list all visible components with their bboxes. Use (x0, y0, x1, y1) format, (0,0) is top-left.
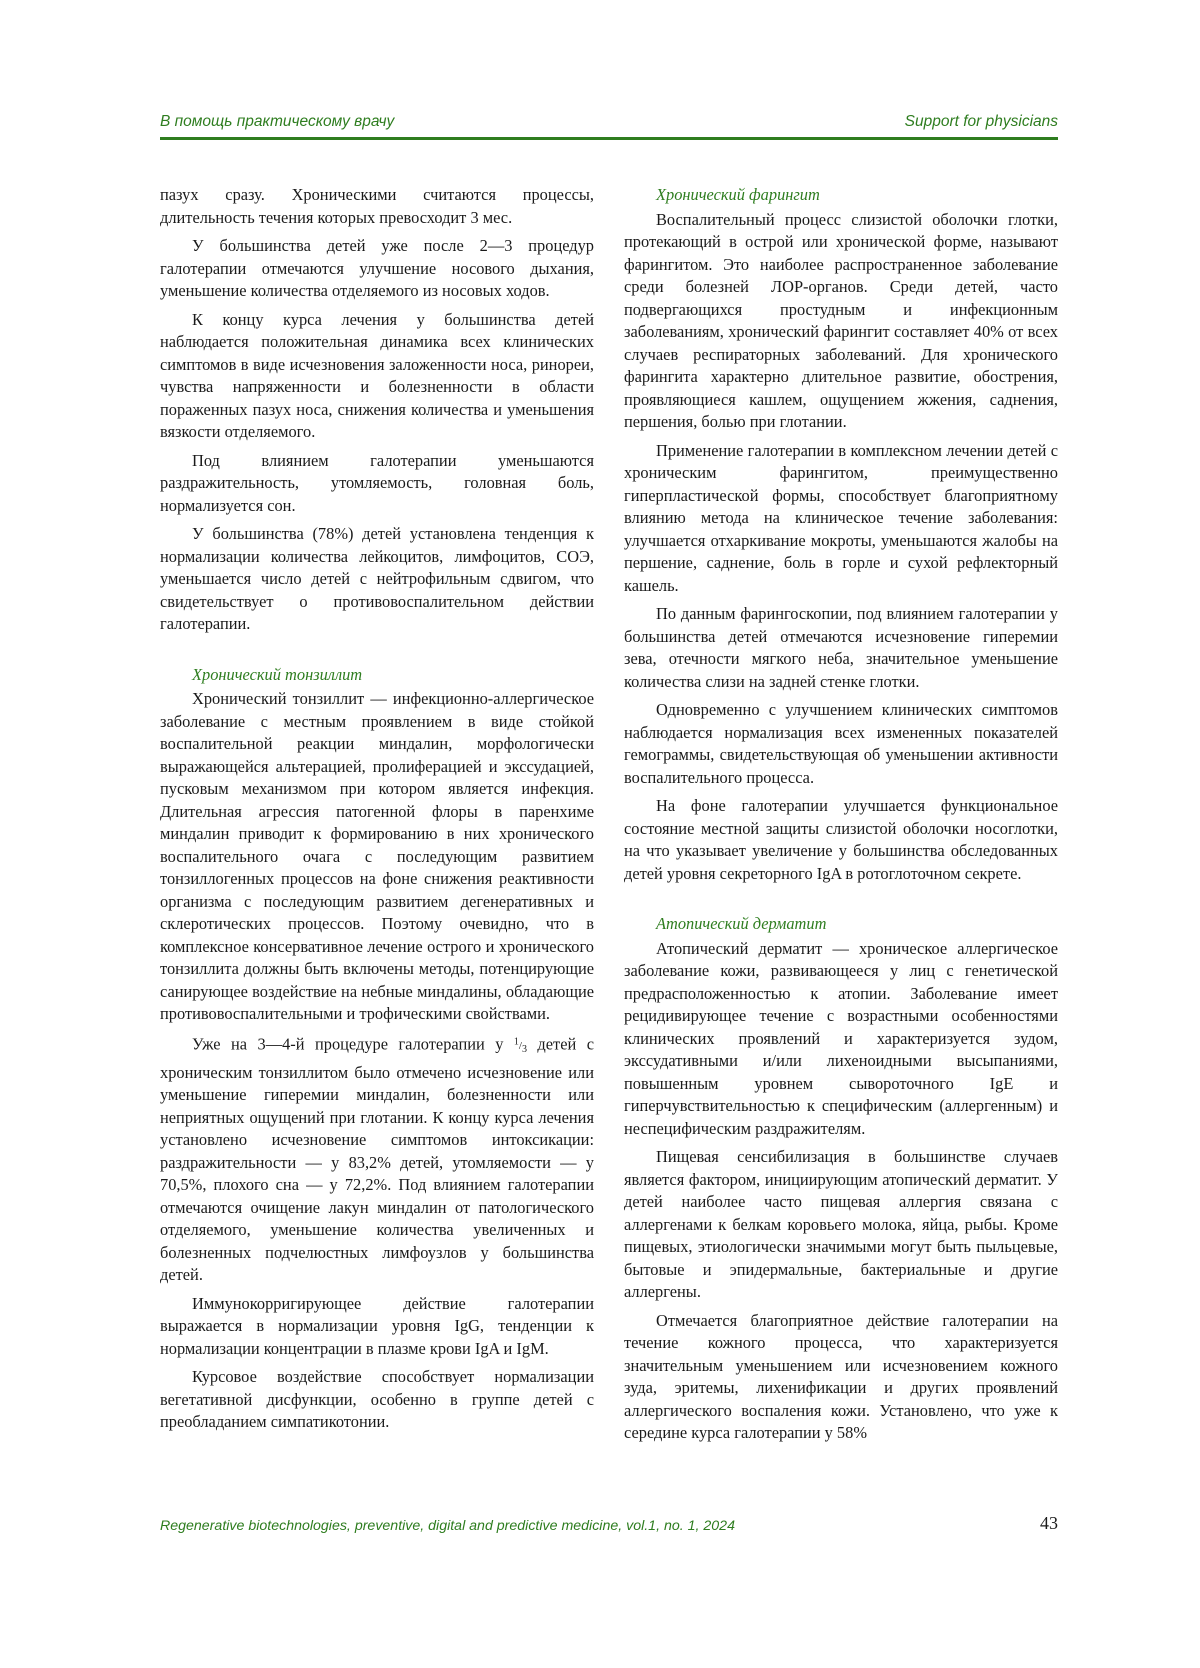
section-heading-dermatitis: Атопический дерматит (656, 914, 827, 933)
fraction: 1/3 (513, 1036, 527, 1056)
right-column (624, 184, 1058, 1451)
fraction-denominator: 3 (521, 1044, 527, 1056)
paragraph: Одновременно с улучшением клинических симптомов наблюдается нормализация всех измененных показателей гемограммы, свидетельствующая об уменьшении активности воспалительного процесса. (624, 700, 1058, 787)
paragraph: Иммунокорригирующее действие галотерапии выражается в нормализации уровня IgG, тенденции к нормализации концентрации в плазме крови IgA и IgM. (160, 1293, 594, 1358)
section-heading-pharyngitis: Хронический фарингит (656, 185, 820, 204)
paragraph: По данным фарингоскопии, под влиянием галотерапии у большинства детей отмечаются исчезновение гиперемии зева, отечности мягкого неба, значительное уменьшение количества слизи на задней стенке глотки. (624, 604, 1058, 691)
paragraph: У большинства детей уже после 2—3 процедур галотерапии отмечаются улучшение носового дыхания, уменьшение количества отделяемого из носовых ходов. (160, 236, 594, 300)
section-heading-tonsillitis: Хронический тонзиллит (192, 664, 363, 684)
running-header (160, 113, 1058, 137)
left-column (160, 184, 594, 1440)
header-section-title: В помощь практическому врачу (160, 113, 395, 130)
paragraph: Хронический тонзиллит — инфекционно-аллергическое заболевание с местным проявлением в виде стойкой воспалительной реакции миндалин, морфологически выражающейся альтерацией, пролиферацией и экссудацией, пусковым механизмом при котором является инфекция. Длительная агрессия патогенной флоры в паренхиме миндалин приводит к формированию в них хронического воспалительного очага с последующим развитием тонзиллогенных процессов на фоне снижения реактивности организма с последующим развитием дегенеративных и склеротических процессов. Поэтому очевидно, что в комплексное консервативное лечение острого и хронического тонзиллита должны быть включены методы, потенцирующие санирующее воздействие на небные миндалины, обладающие противовоспалительными и трофическими свойствами. (160, 689, 594, 1023)
paragraph: Под влиянием галотерапии уменьшаются раздражительность, утомляемость, головная боль, нормализуется сон. (160, 450, 594, 515)
paragraph-with-fraction (160, 1032, 594, 1287)
paragraph: Воспалительный процесс слизистой оболочки глотки, протекающий в острой или хронической форме, называют фарингитом. Это наиболее распространенное заболевание среди болезней ЛОР-органов. Среди детей, часто подвергающихся простудным и инфекционным заболеваниям, хронический фарингит составляет 40% от всех случаев респираторных заболеваний. Для хронического фарингита характерно длительное развитие, обострения, проявляющиеся кашлем, ощущением жжения, саднения, першения, болью при глотании. (624, 209, 1058, 431)
paragraph: К концу курса лечения у большинства детей наблюдается положительная динамика всех клинических симптомов в виде исчезновения заложенности носа, ринореи, чувства напряженности и болезненности в области пораженных пазух носа, снижения количества и уменьшения вязкости отделяемого. (160, 309, 594, 441)
text-run: Уже на 3—4-й процедуре галотерапии у (192, 1034, 514, 1054)
paragraph: Отмечается благоприятное действие галотерапии на течение кожного процесса, что характеризуется значительным уменьшением или исчезновением кожного зуда, эритемы, лихенификации и других проявлений аллергического воспаления кожи. Установлено, что уже к середине курса галотерапии у 58% (624, 1310, 1058, 1442)
paragraph: Пищевая сенсибилизация в большинстве случаев является фактором, инициирующим атопический дерматит. У детей наиболее часто пищевая аллергия связана с аллергенами к белкам коровьего молока, яйца, рыбы. Кроме пищевых, этиологически значимыми могут быть пыльцевые, бытовые и эпидермальные, бактериальные и другие аллергены. (624, 1147, 1058, 1301)
paragraph: Курсовое воздействие способствует нормализации вегетативной дисфункции, особенно в группе детей с преобладанием симпатикотонии. (160, 1367, 594, 1432)
header-section-title-en: Support for physicians (904, 113, 1058, 130)
footer-journal-name: Regenerative biotechnologies, preventive, digital and predictive medicine, vol.1, no. 1, 2024 (160, 1518, 735, 1534)
fraction-numerator: 1 (513, 1036, 519, 1048)
header-rule (160, 137, 1058, 140)
page-number: 43 (1040, 1513, 1058, 1533)
paragraph: На фоне галотерапии улучшается функциональное состояние местной защиты слизистой оболочки носоглотки, на что указывает увеличение у большинства обследованных детей уровня секреторного IgA в ротоглоточном секрете. (624, 796, 1058, 883)
paragraph: У большинства (78%) детей установлена тенденция к нормализации количества лейкоцитов, лимфоцитов, СОЭ, уменьшается число детей с нейтрофильным сдвигом, что свидетельствует о противовоспалительном действии галотерапии. (160, 524, 594, 633)
paragraph: пазух сразу. Хроническими считаются процессы, длительность течения которых превосходит 3 мес. (160, 185, 594, 227)
paragraph: Применение галотерапии в комплексном лечении детей с хроническим фарингитом, преимущественно гиперпластической формы, способствует благоприятному влиянию метода на клиническое течение заболевания: улучшается отхаркивание мокроты, уменьшаются жалобы на першение, саднение, боль в горле и сухой рефлекторный кашель. (624, 440, 1058, 595)
text-run: детей с хроническим тонзиллитом было отмечено исчезновение или уменьшение гиперемии миндалин, болезненности или неприятных ощущений при глотании. К концу курса лечения установлено исчезновение симптомов интоксикации: раздражительности — у 83,2% детей, утомляемости — у 70,5%, плохого сна — у 72,2%. Под влиянием галотерапии отмечаются очищение лакун миндалин от патологического отделяемого, уменьшение количества увеличенных и болезненных подчелюстных лимфоузлов у большинства детей. (160, 1034, 594, 1285)
paragraph: Атопический дерматит — хроническое аллергическое заболевание кожи, развивающееся у лиц с генетической предрасположенностью к атопии. Заболевание имеет рецидивирующее течение с возрастными особенностями клинических проявлений и характеризуется зудом, экссудативными и/или лихеноидными высыпаниями, повышенным уровнем сывороточного IgE и гиперчувствительностью к специфическим (аллергенным) и неспецифическим раздражителям. (624, 938, 1058, 1138)
